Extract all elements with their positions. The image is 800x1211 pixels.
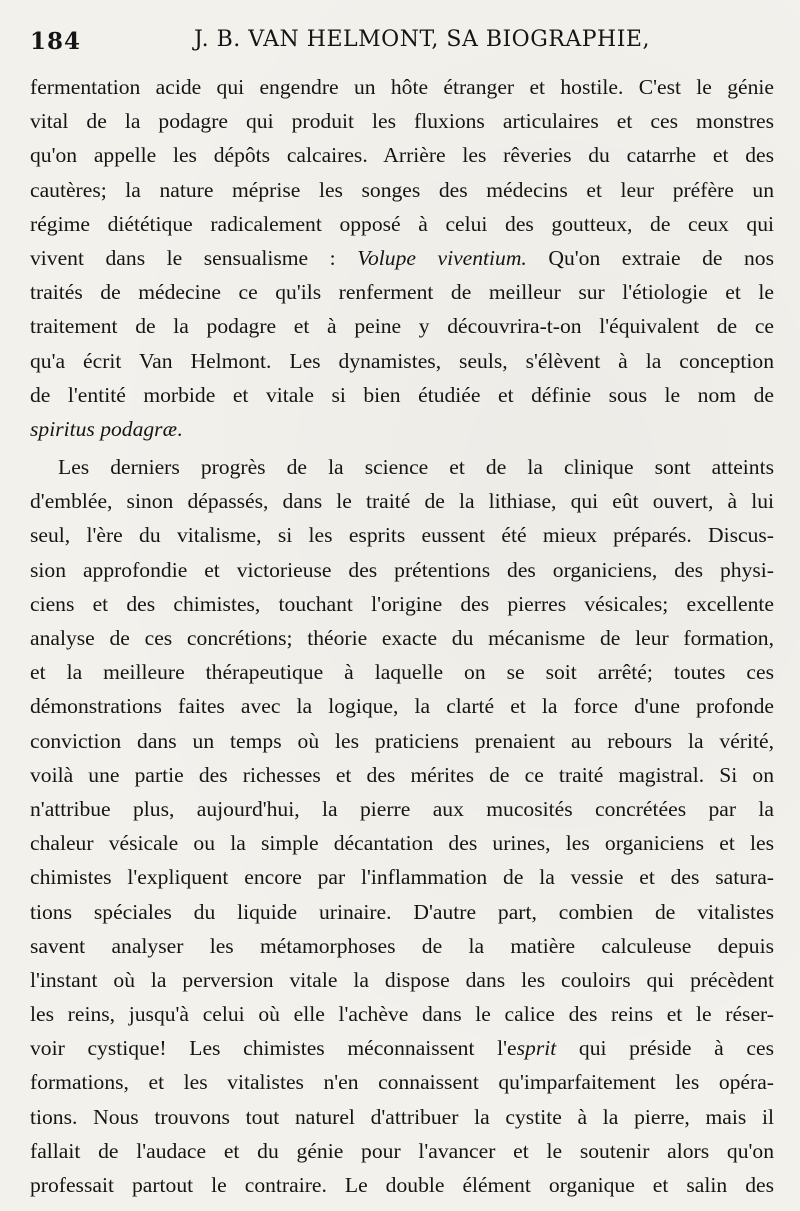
text-line bbox=[30, 412, 774, 446]
text-line: de l'entité morbide et vitale si bien étudiée et définie sous le nom de bbox=[30, 382, 774, 407]
text-line: fermentation acide qui engendre un hôte étranger et hostile. C'est le génie bbox=[30, 75, 774, 99]
text-line: ciens et des chimistes, touchant l'origine des pierres vésicales; excellente bbox=[30, 591, 774, 616]
italic-term: spiritus podagræ bbox=[30, 416, 177, 441]
text-line: voilà une partie des richesses et des mérites de ce traité magistral. Si on bbox=[30, 762, 774, 787]
text-line: sion approfondie et victorieuse des prétentions des organiciens, des physi- bbox=[30, 557, 774, 582]
text-line bbox=[30, 1031, 774, 1065]
text-line: savent analyser les métamorphoses de la matière calculeuse depuis bbox=[30, 933, 774, 958]
text-segment: . bbox=[177, 416, 183, 441]
text-line: Les derniers progrès de la science et de la clinique sont atteints bbox=[58, 455, 774, 480]
italic-term: sprit bbox=[516, 1036, 557, 1061]
italic-term: Volupe viventium. bbox=[357, 245, 527, 270]
text-line: fallait de l'audace et du génie pour l'avancer et le soutenir alors qu'on bbox=[30, 1138, 774, 1163]
text-line: professait partout le contraire. Le double élément organique et salin des bbox=[30, 1173, 774, 1197]
text-line: régime diététique radicalement opposé à celui des goutteux, de ceux qui bbox=[30, 211, 774, 236]
text-segment: qui préside à ces bbox=[556, 1036, 774, 1061]
page-header bbox=[30, 0, 774, 70]
text-line: démonstrations faites avec la logique, la clarté et la force d'une profonde bbox=[30, 694, 774, 719]
text-line: chimistes l'expliquent encore par l'inflammation de la vessie et des satura- bbox=[30, 865, 774, 890]
text-line: analyse de ces concrétions; théorie exacte du mécanisme de leur formation, bbox=[30, 626, 774, 650]
text-line: les reins, jusqu'à celui où elle l'achève dans le calice des reins et le réser- bbox=[30, 1002, 774, 1027]
page-number: 184 bbox=[30, 28, 82, 55]
text-line: chaleur vésicale ou la simple décantation des urines, les organiciens et les bbox=[30, 831, 774, 856]
text-line: et la meilleure thérapeutique à laquelle on se soit arrêté; toutes ces bbox=[30, 660, 774, 685]
text-line: tions spéciales du liquide urinaire. D'autre part, combien de vitalistes bbox=[30, 899, 774, 924]
body-text bbox=[30, 70, 774, 1202]
text-line: traités de médecine ce qu'ils renferment de meilleur sur l'étiologie et le bbox=[30, 280, 774, 305]
text-line bbox=[30, 241, 774, 275]
text-segment: Qu'on extraie de nos bbox=[526, 245, 774, 270]
text-line: qu'a écrit Van Helmont. Les dynamistes, seuls, s'élèvent à la conception bbox=[30, 348, 774, 373]
text-line: l'instant où la perversion vitale la dispose dans les couloirs qui précèdent bbox=[30, 967, 774, 992]
paragraph bbox=[30, 450, 774, 1202]
text-segment: vivent dans le sensualisme : bbox=[30, 245, 358, 270]
text-line: conviction dans un temps où les praticiens prenaient au rebours la vérité, bbox=[30, 728, 774, 753]
running-title: J. B. VAN HELMONT, SA BIOGRAPHIE, bbox=[194, 27, 650, 52]
text-line: vital de la podagre qui produit les fluxions articulaires et ces monstres bbox=[30, 109, 774, 134]
text-line: cautères; la nature méprise les songes des médecins et leur préfère un bbox=[30, 177, 774, 202]
text-line: qu'on appelle les dépôts calcaires. Arrière les rêveries du catarrhe et des bbox=[30, 143, 774, 168]
paragraph bbox=[30, 70, 774, 446]
text-line: seul, l'ère du vitalisme, si les esprits eussent été mieux préparés. Discus- bbox=[30, 523, 774, 548]
text-line: n'attribue plus, aujourd'hui, la pierre aux mucosités concrétées par la bbox=[30, 796, 774, 821]
text-line: traitement de la podagre et à peine y découvrira-t-on l'équivalent de ce bbox=[30, 314, 774, 339]
text-segment: voir cystique! Les chimistes méconnaissent l'e bbox=[30, 1036, 517, 1061]
text-line: d'emblée, sinon dépassés, dans le traité de la lithiase, qui eût ouvert, à lui bbox=[30, 489, 774, 514]
text-line: formations, et les vitalistes n'en connaissent qu'imparfaitement les opéra- bbox=[30, 1070, 774, 1095]
text-line: tions. Nous trouvons tout naturel d'attribuer la cystite à la pierre, mais il bbox=[30, 1104, 774, 1129]
